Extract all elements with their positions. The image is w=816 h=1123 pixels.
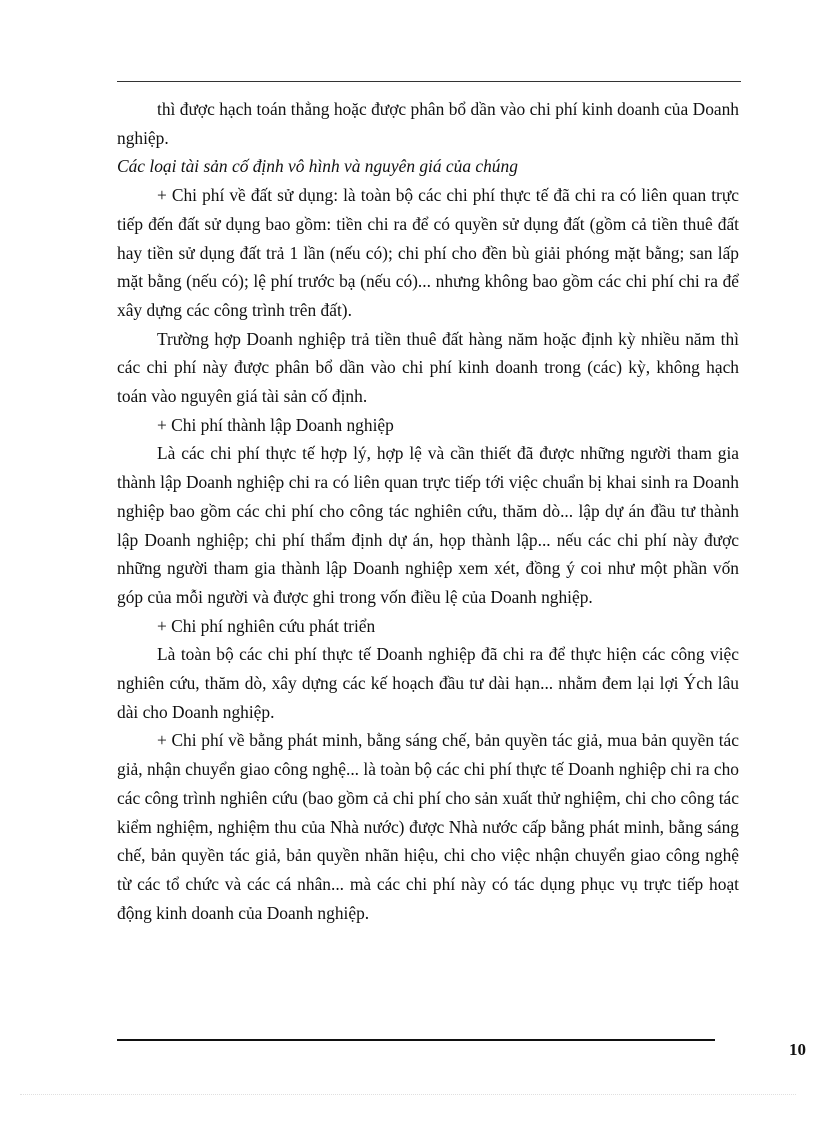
paragraph-patent-cost: + Chi phí về bằng phát minh, bằng sáng chế, bản quyền tác giả, mua bản quyền tác giả, nhận chuyển giao công nghệ... là toàn bộ các chi phí thực tế Doanh nghiệp chi ra cho các công trình nghiên cứu (bao gồm cả chi phí cho sản xuất thử nghiệm, chi cho công tác kiểm nghiệm, nghiệm thu của Nhà nước) được Nhà nước cấp bằng phát minh, bằng sáng chế, bản quyền tác giả, bản quyền nhãn hiệu, chi cho việc nhận chuyển giao công nghệ từ các tổ chức và các cá nhân... mà các chi phí này có tác dụng phục vụ trực tiếp hoạt động kinh doanh của Doanh nghiệp. <box>117 730 739 923</box>
page-edge-divider <box>20 1094 796 1095</box>
item-research-cost: + Chi phí nghiên cứu phát triển <box>157 615 376 636</box>
header-rule <box>117 81 741 82</box>
paragraph-land-cost: + Chi phí về đất sử dụng: là toàn bộ các chi phí thực tế đã chi ra có liên quan trực tiếp đến đất sử dụng bao gồm: tiền chi ra để có quyền sử dụng đất (gồm cả tiền thuê đất hay tiền sử dụng đất trả 1 lần (nếu có); chi phí cho đền bù giải phóng mặt bằng; san lấp mặt bằng (nếu có); lệ phí trước bạ (nếu có)... nhưng không bao gồm các chi phí chi ra để xây dựng các công trình trên đất). <box>117 185 739 320</box>
page-body <box>117 95 739 927</box>
footer-rule <box>117 1039 715 1041</box>
paragraph-establishment-cost: Là các chi phí thực tế hợp lý, hợp lệ và cần thiết đã được những người tham gia thành lập Doanh nghiệp chi ra có liên quan trực tiếp tới việc chuẩn bị khai sinh ra Doanh nghiệp bao gồm các chi phí cho công tác nghiên cứu, thăm dò... lập dự án đầu tư thành lập Doanh nghiệp; chi phí thẩm định dự án, họp thành lập... nếu các chi phí này được những người tham gia thành lập Doanh nghiệp xem xét, đồng ý coi như một phần vốn góp của mỗi người và được ghi trong vốn điều lệ của Doanh nghiệp. <box>117 443 739 607</box>
page-number: 10 <box>789 1040 806 1059</box>
paragraph-research-cost: Là toàn bộ các chi phí thực tế Doanh nghiệp đã chi ra để thực hiện các công việc nghiên cứu, thăm dò, xây dựng các kế hoạch đầu tư dài hạn... nhằm đem lại lợi Ých lâu dài cho Doanh nghiệp. <box>117 644 739 722</box>
item-establishment-cost: + Chi phí thành lập Doanh nghiệp <box>157 414 394 435</box>
paragraph-continuation: thì được hạch toán thẳng hoặc được phân bổ dần vào chi phí kinh doanh của Doanh nghiệp. <box>117 99 739 148</box>
section-heading: Các loại tài sản cố định vô hình và nguyên giá của chúng <box>117 156 518 177</box>
paragraph-land-rent: Trường hợp Doanh nghiệp trả tiền thuê đất hàng năm hoặc định kỳ nhiều năm thì các chi phí này được phân bổ dần vào chi phí kinh doanh trong (các) kỳ, không hạch toán vào nguyên giá tài sản cố định. <box>117 328 739 407</box>
